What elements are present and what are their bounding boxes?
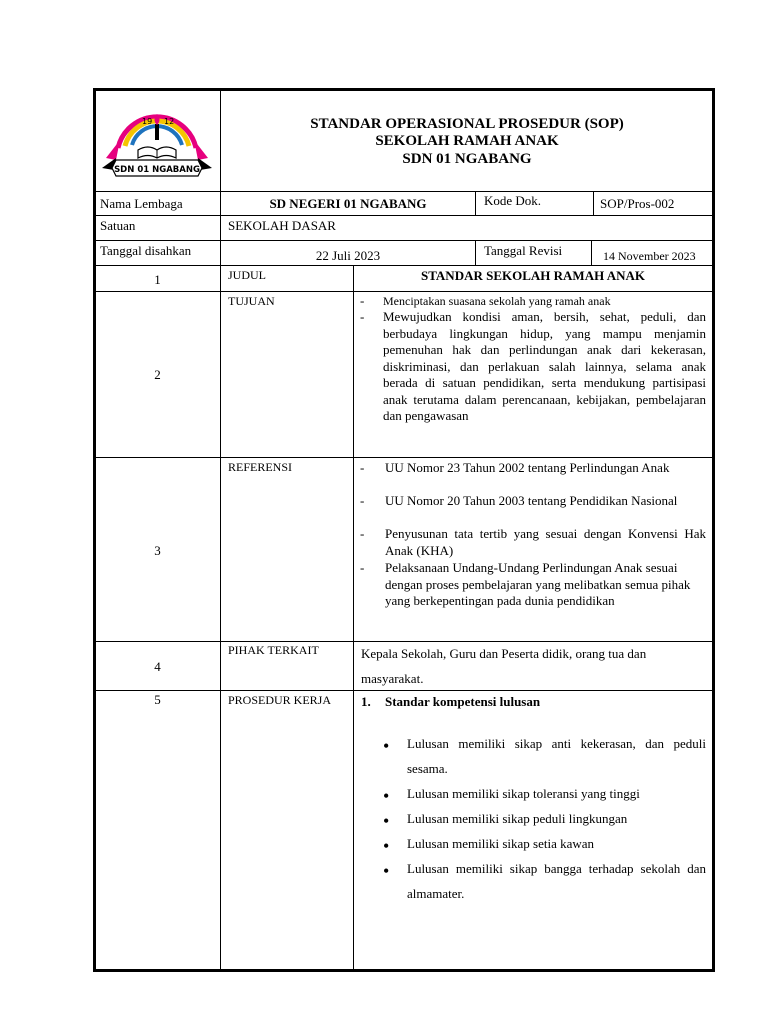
title-line-3: SDN 01 NGABANG — [402, 151, 532, 167]
bullet-marker: • — [383, 786, 390, 806]
bullet-marker: • — [383, 836, 390, 856]
prosedur-heading: Standar kompetensi lulusan — [385, 694, 541, 709]
dash-marker: - — [360, 293, 365, 308]
referensi-item: Pelaksanaan Undang-Undang Perlindungan Anak sesuai dengan proses pembelajaran yang melibatkan semua pihak yang berkepentingan pada dunia pendidikan — [385, 560, 691, 608]
prosedur-kerja-label: PROSEDUR KERJA — [228, 693, 332, 707]
bullet-marker: • — [383, 861, 390, 881]
kode-dok-value: SOP/Pros-002 — [600, 196, 675, 211]
bullet-marker: • — [383, 811, 390, 831]
pihak-terkait-value: Kepala Sekolah, Guru dan Peserta didik, orang tua dan masyarakat. — [361, 646, 647, 686]
referensi-item: UU Nomor 23 Tahun 2002 tentang Perlindungan Anak — [385, 460, 670, 475]
dash-marker: - — [360, 560, 365, 575]
title-line-2: SEKOLAH RAMAH ANAK — [375, 133, 559, 149]
referensi-item: UU Nomor 20 Tahun 2003 tentang Pendidikan Nasional — [385, 493, 678, 508]
row-number: 5 — [154, 692, 161, 707]
satuan-label: Satuan — [100, 218, 136, 233]
satuan-value: SEKOLAH DASAR — [228, 218, 336, 233]
bullet-marker: • — [383, 736, 390, 756]
pihak-terkait-label: PIHAK TERKAIT — [228, 643, 319, 657]
prosedur-bullet-item: Lulusan memiliki sikap bangga terhadap sekolah dan almamater. — [407, 861, 706, 901]
tanggal-revisi-value: 14 November 2023 — [603, 249, 696, 263]
dash-marker: - — [360, 493, 365, 508]
prosedur-bullet-item: Lulusan memiliki sikap peduli lingkungan — [407, 811, 628, 826]
tujuan-item: Menciptakan suasana sekolah yang ramah anak — [383, 294, 611, 308]
tujuan-label: TUJUAN — [228, 294, 275, 308]
logo-year-right: 12 — [164, 117, 175, 126]
title-line-1: STANDAR OPERASIONAL PROSEDUR (SOP) — [310, 116, 624, 132]
dash-marker: - — [360, 309, 365, 324]
dash-marker: - — [360, 526, 365, 541]
row-number: 2 — [154, 367, 161, 382]
referensi-label: REFERENSI — [228, 460, 293, 474]
dash-marker: - — [360, 460, 365, 475]
row-number: 4 — [154, 659, 161, 674]
tujuan-item: Mewujudkan kondisi aman, bersih, sehat, peduli, dan berbudaya lingkungan hidup, yang mampu menjamin pemenuhan hak dan perlindungan anak dari kekerasan, diskriminasi, dan perlakuan salah lainnya, selama anak berada di satuan pendidikan, serta mendukung partisipasi anak terutama dalam perencanaan, kebijakan, pembelajaran dan pengawasan — [383, 309, 706, 423]
logo-year-left: 19 — [142, 117, 153, 126]
nama-lembaga-value: SD NEGERI 01 NGABANG — [269, 196, 427, 211]
tanggal-disahkan-value: 22 Juli 2023 — [315, 248, 381, 263]
logo-banner-text: SDN 01 NGABANG — [114, 165, 200, 175]
prosedur-bullet-item: Lulusan memiliki sikap setia kawan — [407, 836, 595, 851]
kode-dok-label: Kode Dok. — [484, 193, 542, 208]
row-number: 3 — [154, 543, 161, 558]
row-number: 1 — [154, 272, 161, 287]
prosedur-bullet-item: Lulusan memiliki sikap anti kekerasan, dan peduli sesama. — [407, 736, 706, 776]
judul-label: JUDUL — [228, 268, 266, 282]
prosedur-bullet-item: Lulusan memiliki sikap toleransi yang tinggi — [407, 786, 640, 801]
nama-lembaga-label: Nama Lembaga — [100, 196, 183, 211]
prosedur-heading-number: 1. — [361, 694, 371, 709]
tanggal-disahkan-label: Tanggal disahkan — [100, 243, 192, 258]
referensi-item: Penyusunan tata tertib yang sesuai dengan Konvensi Hak Anak (KHA) — [385, 526, 706, 558]
school-logo — [98, 98, 216, 180]
judul-value: STANDAR SEKOLAH RAMAH ANAK — [420, 268, 646, 283]
tanggal-revisi-label: Tanggal Revisi — [484, 243, 563, 258]
